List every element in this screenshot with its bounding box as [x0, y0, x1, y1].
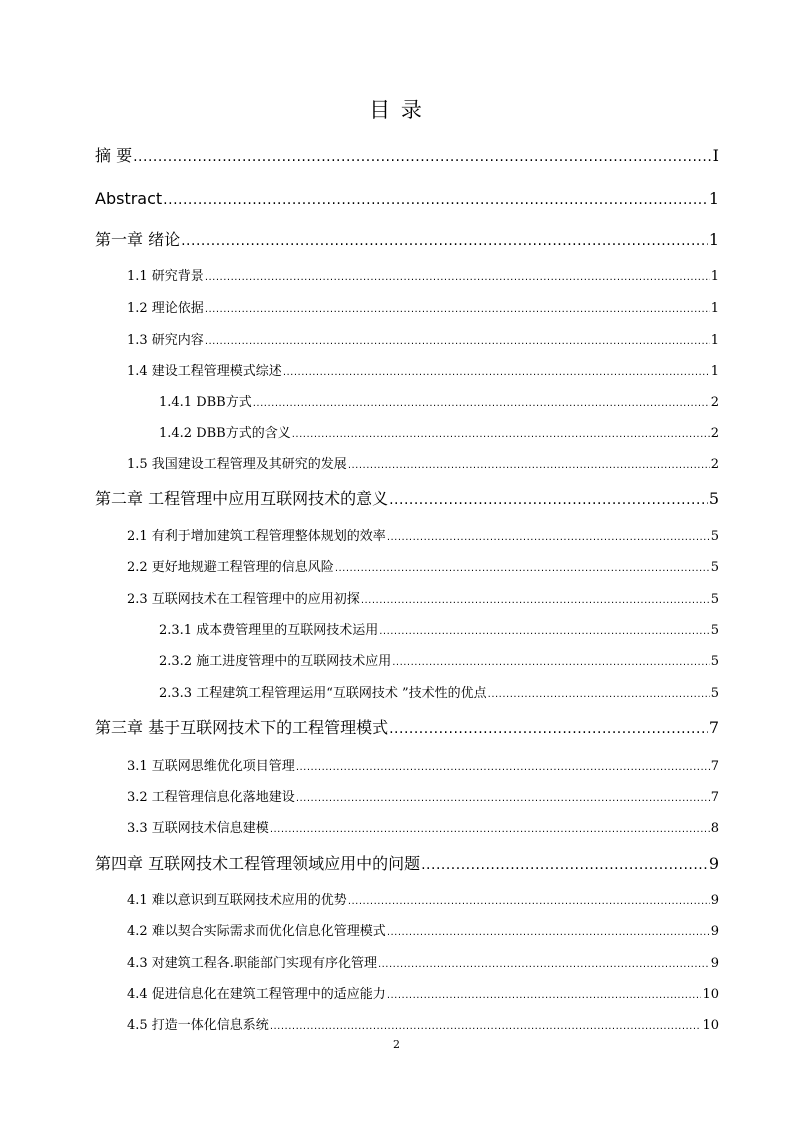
toc-entry-label: 2.3.2 施工进度管理中的互联网技术应用: [159, 654, 392, 669]
toc-leader-dots: [392, 658, 710, 668]
toc-leader-dots: [389, 722, 708, 736]
toc-entry-page: 5: [710, 623, 719, 638]
toc-leader-dots: [421, 858, 708, 872]
toc-entry: [127, 925, 719, 938]
toc-leader-dots: [163, 193, 708, 207]
toc-entry-page: 8: [710, 821, 719, 836]
toc-entry-page: 5: [708, 489, 719, 508]
toc-leader-dots: [348, 897, 710, 907]
toc-entry-page: 1: [710, 301, 719, 316]
toc-entry: [127, 458, 719, 471]
toc-entry-page: 9: [710, 924, 719, 939]
toc-entry: [95, 191, 719, 207]
toc-leader-dots: [361, 596, 710, 606]
toc-entry: [127, 894, 719, 907]
toc-entry-page: 1: [708, 230, 719, 249]
toc-entry-label: 2.3.1 成本费管理里的互联网技术运用: [159, 623, 379, 638]
toc-entry-label: 1.2 理论依据: [127, 301, 204, 316]
toc-entry: [127, 302, 719, 315]
toc-entry-label: 3.3 互联网技术信息建模: [127, 821, 269, 836]
toc-entry-label: 4.3 对建筑工程各.职能部门实现有序化管理: [127, 956, 377, 971]
toc-entry-label: 3.1 互联网思维优化项目管理: [127, 759, 295, 774]
toc-entry: [127, 365, 719, 378]
toc-entry-page: 10: [702, 987, 719, 1002]
toc-entry: [95, 856, 719, 872]
toc-entry-label: 1.4.1 DBB方式: [159, 395, 252, 410]
toc-entry-page: 5: [710, 686, 719, 701]
toc-entry: [159, 655, 719, 668]
toc-entry-page: 5: [710, 529, 719, 544]
toc-entry-page: 9: [708, 854, 719, 873]
toc-entry: [95, 491, 719, 507]
page-number: 2: [393, 1038, 400, 1051]
toc-entry-page: I: [712, 146, 719, 165]
toc-entry: [95, 232, 719, 248]
toc-entry-page: 1: [710, 269, 719, 284]
toc-entry: [159, 427, 719, 440]
toc-leader-dots: [379, 627, 710, 637]
toc-entry-label: 2.3.3 工程建筑工程管理运用“互联网技术 ”技术性的优点: [159, 686, 487, 701]
toc-entry-page: 10: [702, 1018, 719, 1033]
toc-entry-label: 1.1 研究背景: [127, 269, 204, 284]
toc-leader-dots: [387, 991, 702, 1001]
toc-entry-label: 4.1 难以意识到互联网技术应用的优势: [127, 893, 347, 908]
toc-leader-dots: [270, 825, 710, 835]
toc-entry-label: 4.5 打造一体化信息系统: [127, 1018, 269, 1033]
toc-leader-dots: [205, 273, 710, 283]
toc-entry-page: 9: [710, 956, 719, 971]
toc-entry-page: 5: [710, 560, 719, 575]
toc-entry: [127, 270, 719, 283]
toc-entry-page: 1: [710, 333, 719, 348]
toc-leader-dots: [181, 234, 708, 248]
toc-leader-dots: [387, 928, 710, 938]
toc-entry-label: 摘 要: [95, 146, 133, 165]
toc-entry: [127, 822, 719, 835]
toc-entry: [159, 396, 719, 409]
toc-leader-dots: [133, 150, 712, 164]
toc-leader-dots: [378, 960, 710, 970]
toc-entry: [95, 148, 719, 164]
toc-entry: [127, 791, 719, 804]
toc-entry-label: 1.4 建设工程管理模式综述: [127, 364, 282, 379]
toc-leader-dots: [205, 305, 710, 315]
toc-leader-dots: [253, 399, 710, 409]
toc-entry: [127, 957, 719, 970]
toc-leader-dots: [335, 564, 710, 574]
toc-entry-label: 2.2 更好地规避工程管理的信息风险: [127, 560, 334, 575]
toc-leader-dots: [296, 794, 710, 804]
toc-entry-label: 1.4.2 DBB方式的含义: [159, 426, 291, 441]
toc-entry-label: 第一章 绪论: [95, 230, 181, 249]
toc-entry-page: 5: [710, 592, 719, 607]
toc-entry-label: 1.5 我国建设工程管理及其研究的发展: [127, 457, 347, 472]
toc-leader-dots: [389, 493, 708, 507]
toc-entry: [127, 530, 719, 543]
toc-entry-page: 7: [710, 759, 719, 774]
toc-leader-dots: [270, 1022, 702, 1032]
toc-leader-dots: [292, 430, 710, 440]
toc-entry-page: 7: [710, 790, 719, 805]
toc-leader-dots: [205, 337, 710, 347]
toc-leader-dots: [283, 368, 710, 378]
toc-title: 目 录: [369, 98, 424, 122]
toc-leader-dots: [296, 763, 710, 773]
toc-entry: [159, 687, 719, 700]
toc-entry: [127, 593, 719, 606]
toc-entry-page: 1: [710, 364, 719, 379]
toc-entry-label: 4.2 难以契合实际需求而优化信息化管理模式: [127, 924, 386, 939]
toc-entry: [127, 988, 719, 1001]
toc-entry-page: 7: [708, 718, 719, 737]
toc-entry-page: 2: [710, 426, 719, 441]
toc-entry-page: 1: [708, 189, 719, 208]
toc-entry-label: 第三章 基于互联网技术下的工程管理模式: [95, 718, 389, 737]
toc-entry-label: 第二章 工程管理中应用互联网技术的意义: [95, 489, 389, 508]
toc-leader-dots: [488, 690, 710, 700]
toc-entry-label: Abstract: [95, 189, 163, 208]
toc-leader-dots: [387, 533, 710, 543]
toc-entry-label: 2.1 有利于增加建筑工程管理整体规划的效率: [127, 529, 386, 544]
toc-entry: [127, 334, 719, 347]
toc-entry: [127, 760, 719, 773]
toc-entry-page: 2: [710, 457, 719, 472]
toc-leader-dots: [348, 461, 710, 471]
toc-entry-label: 4.4 促进信息化在建筑工程管理中的适应能力: [127, 987, 386, 1002]
toc-entry: [127, 561, 719, 574]
toc-entry-label: 3.2 工程管理信息化落地建设: [127, 790, 295, 805]
toc-entry: [127, 1019, 719, 1032]
toc-entry: [95, 720, 719, 736]
toc-entry-page: 2: [710, 395, 719, 410]
toc-entry: [159, 624, 719, 637]
toc-entry-page: 5: [710, 654, 719, 669]
toc-entry-label: 第四章 互联网技术工程管理领域应用中的问题: [95, 854, 421, 873]
toc-entry-label: 1.3 研究内容: [127, 333, 204, 348]
toc-entry-page: 9: [710, 893, 719, 908]
toc-entry-label: 2.3 互联网技术在工程管理中的应用初探: [127, 592, 360, 607]
